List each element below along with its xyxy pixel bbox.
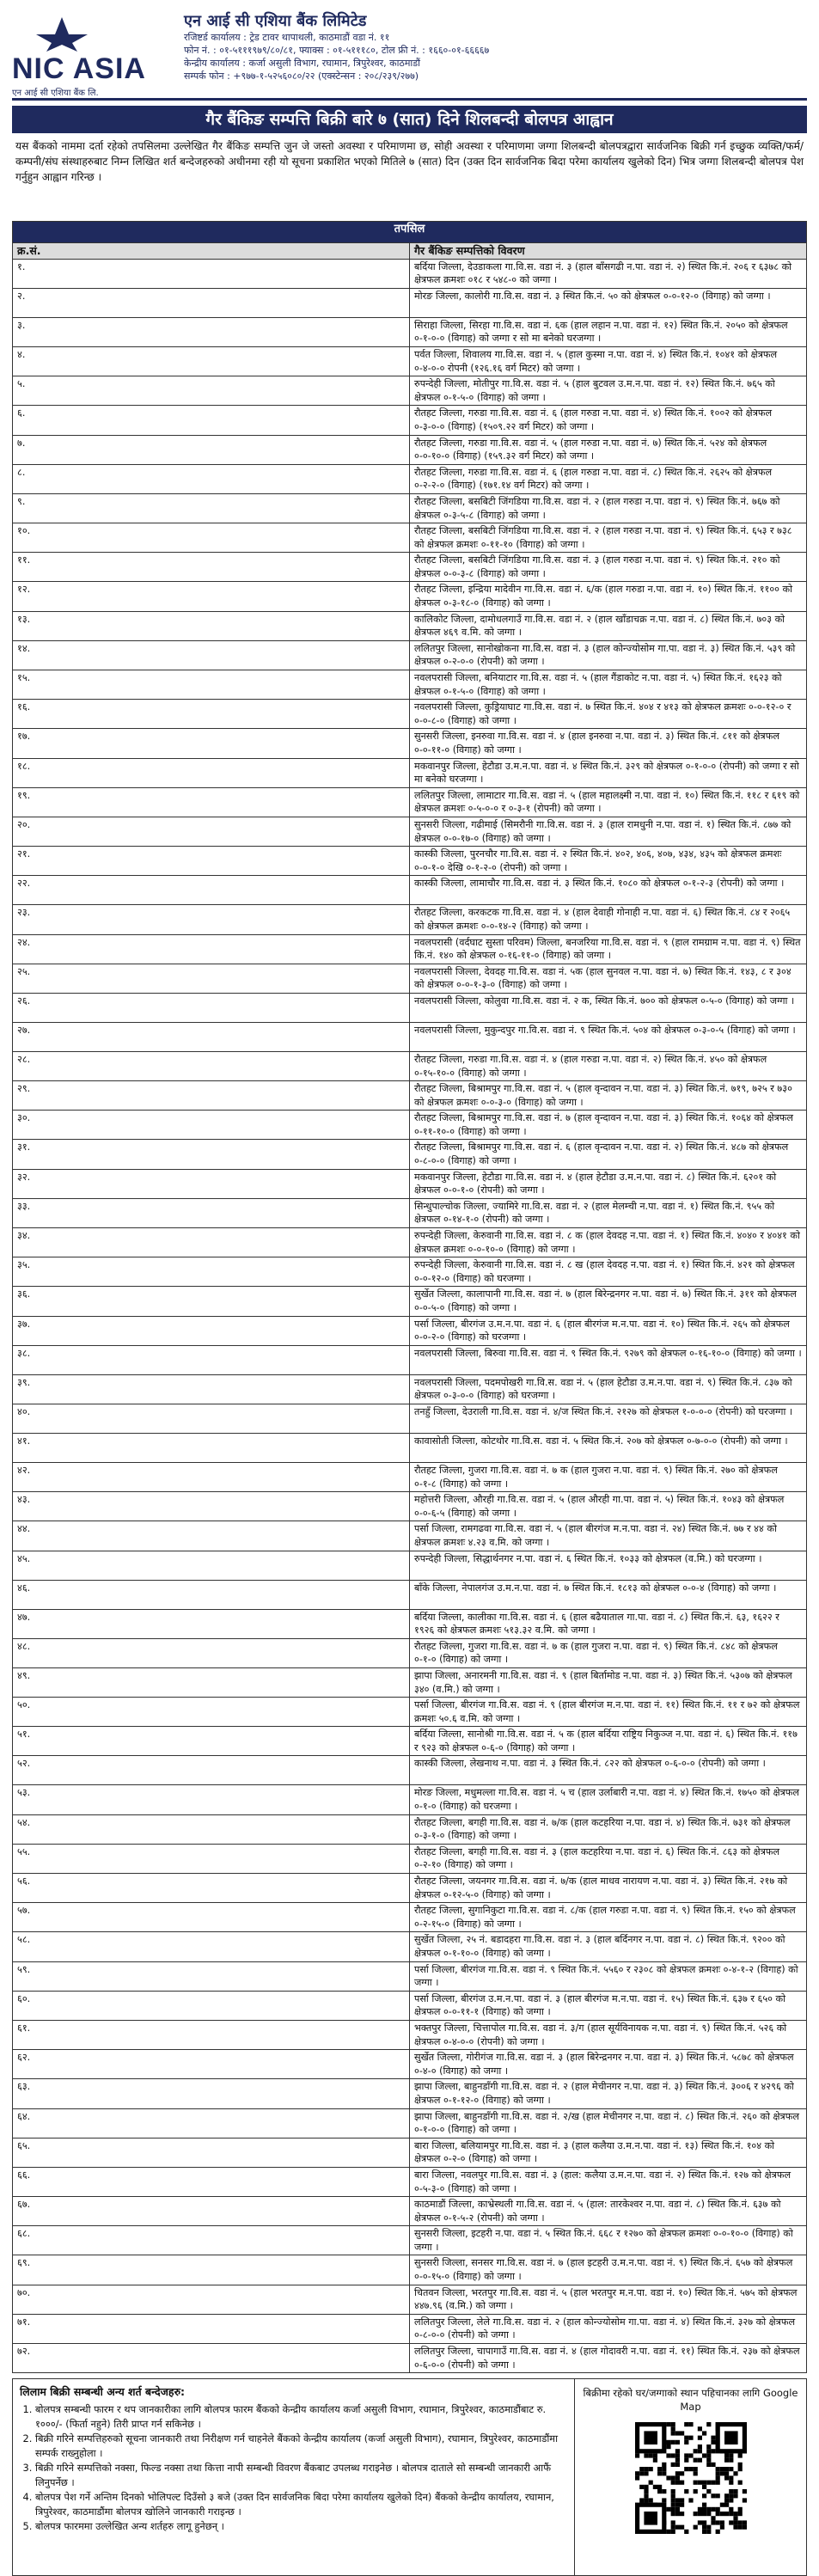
row-description: बारा जिल्ला, नवलपुर गा.वि.स. वडा नं. ३ (हाल: कलैया उ.म.न.पा. वडा नं. २) स्थित कि.नं. १२७ को क्षेत्रफल ०-५-३-० (विगाह) को जग्गा ।	[410, 2167, 807, 2196]
table-row	[13, 1316, 807, 1345]
row-description: रुपन्देही जिल्ला, केरुवानी गा.वि.स. वडा नं. ८ क (हाल देवदह न.पा. वडा नं. १) स्थित कि.नं. ४०४० र ४०४१ को क्षेत्रफल क्रमशः ०-०-१०-० (विगाह) को जग्गा ।	[410, 1228, 807, 1257]
table-row	[13, 1521, 807, 1551]
table-row	[13, 640, 807, 670]
table-row	[13, 1287, 807, 1316]
row-description: सिन्धुपाल्चोक जिल्ला, ज्यामिरे गा.वि.स. वडा नं. २ (हाल मेलम्ची न.पा. वडा नं. १) स्थित कि.नं. ९५५ को क्षेत्रफल ०-१४-१-० (रोपनी) को जग्गा ।	[410, 1198, 807, 1227]
terms-item: 3. बिक्री गरिने सम्पत्तिको नक्सा, फिल्ड नक्सा तथा कित्ता नापी सम्बन्धी विवरण बैंकबाट उपलब्ध गराइनेछ । बोलपत्र दाताले सो सम्बन्धी जानकारी आफैं लिनुपर्नेछ ।	[35, 2461, 567, 2490]
row-sn: ६१.	[13, 2020, 410, 2049]
row-description: काठमाडौं जिल्ला, काभ्रेस्थली गा.वि.स. वडा नं. ५ (हाल: तारकेश्वर न.पा. वडा नं. ८) स्थित कि.नं. ६३७ को क्षेत्रफल ०-१-५-२ (रोपनी) को जग्गा ।	[410, 2197, 807, 2226]
row-description: कावासोती जिल्ला, कोटथोर गा.वि.स. वडा नं. ५ स्थित कि.नं. २०७ को क्षेत्रफल ०-७-०-० (रोपनी) को जग्गा ।	[410, 1433, 807, 1462]
table-title: तपसिल	[13, 222, 807, 243]
terms-list	[20, 2402, 567, 2534]
row-sn: ४३.	[13, 1492, 410, 1521]
table-row	[13, 523, 807, 553]
terms-item: 5. बोलपत्र फारममा उल्लेखित अन्य शर्तहरु लागू हुनेछन् ।	[35, 2519, 567, 2534]
table-row	[13, 1257, 807, 1287]
row-description: रौतहट जिल्ला, सुगानिकुटा गा.वि.स. वडा नं. ८/क (हाल गरुडा न.पा. वडा नं. ९) स्थित कि.नं. १५० को क्षेत्रफल ०-२-१५-० (विगाह) को जग्गा ।	[410, 1903, 807, 1932]
table-row	[13, 2314, 807, 2343]
row-sn: २८.	[13, 1051, 410, 1080]
row-sn: ७२.	[13, 2344, 410, 2373]
row-description: बर्दिया जिल्ला, देउडाकला गा.वि.स. वडा नं. ३ (हाल बाँसगढी न.पा. वडा नं. २) स्थित कि.नं. २०६ र ६३७८ को क्षेत्रफल क्रमशः ०१८ र ५४८-० को जग्गा ।	[410, 259, 807, 288]
row-sn: २३.	[13, 905, 410, 934]
row-description: नवलपरासी जिल्ला, बिरुवा गा.वि.स. वडा नं. ९ स्थित कि.नं. ९२७९ को क्षेत्रफल ०-१६-१०-० (विगाह) को जग्गा ।	[410, 1345, 807, 1374]
row-description: ललितपुर जिल्ला, सानोखोकना गा.वि.स. वडा नं. ३ (हाल कोन्ज्योसोम गा.पा. वडा नं. ३) स्थित कि.नं. ५३९ को क्षेत्रफल ०-२-०-० (रोपनी) को जग्गा ।	[410, 640, 807, 670]
terms-section	[13, 2379, 574, 2575]
bank-name: एन आई सी एशिया बैंक लिमिटेड	[184, 12, 367, 30]
table-row	[13, 2167, 807, 2196]
table-row	[13, 2344, 807, 2373]
table-row	[13, 729, 807, 758]
row-description: मकवानपुर जिल्ला, हेटौडा गा.वि.स. वडा नं. ४ (हाल हेटौडा उ.म.न.पा. वडा नं. ८) स्थित कि.नं. ६२०१ को क्षेत्रफल ०-०-१-० (रोपनी) को जग्गा ।	[410, 1169, 807, 1198]
row-description: कालिकोट जिल्ला, दामोधलगाउँ गा.वि.स. वडा नं. २ (हाल खाँडाचक्र न.पा. वडा नं. ८) स्थित कि.नं. ७०३ को क्षेत्रफल ४६९ व.मि. को जग्गा ।	[410, 611, 807, 640]
row-description: रौतहट जिल्ला, गरुडा गा.वि.स. वडा नं. ६ (हाल गरुडा न.पा. वडा नं. ४) स्थित कि.नं. १००२ को क्षेत्रफल ०-३-०-० (विगाह) (१५०९.२२ वर्ग मिटर) को जग्गा ।	[410, 406, 807, 435]
row-sn: १५.	[13, 670, 410, 700]
row-sn: ५७.	[13, 1903, 410, 1932]
row-description: भक्तपुर जिल्ला, चित्तापोल गा.वि.स. वडा नं. ३/ग (हाल सूर्यविनायक न.पा. वडा नं. ९) स्थित कि.नं. ५२६ को क्षेत्रफल ०-४-०-० (रोपनी) को जग्गा ।	[410, 2020, 807, 2049]
table-row	[13, 1374, 807, 1404]
table-row	[13, 376, 807, 406]
row-description: सुर्खेत जिल्ला, गोरीगंज गा.वि.स. वडा नं. ३ (हाल बिरेन्द्रनगर न.पा. वडा नं. ३) स्थित कि.नं. ५८७८ को क्षेत्रफल ०-४-० (विगाह) को जग्गा ।	[410, 2050, 807, 2079]
row-sn: १२.	[13, 582, 410, 611]
row-sn: ७०.	[13, 2285, 410, 2314]
contact-line: सम्पर्क फोन : +९७७-१-५२५६०८०/२२ (एक्स्टेन्सन : २०८/२३९/२७७)	[184, 70, 419, 82]
table-row	[13, 964, 807, 993]
row-sn: ५.	[13, 376, 410, 406]
row-sn: १६.	[13, 700, 410, 729]
table-row	[13, 1991, 807, 2020]
notice-intro: यस बैंकको नाममा दर्ता रहेको तपसिलमा उल्लेखित गैर बैंकिङ सम्पत्ति जुन जे जस्तो अवस्था र परिमाणमा छ, सोही अवस्था र परिमाणमा जग्गा शिलबन्दी बोलपत्रद्वारा सार्वजनिक बिक्री गर्न इच्छुक व्यक्ति/फर्म/कम्पनी/संघ संस्थाहरुबाट निम्न लिखित शर्त बन्देजहरुको अधीनमा रही यो सूचना प्रकाशित भएको मितिले ७ (सात) दिन (उक्त दिन सार्वजनिक बिदा परेमा कार्यालय खुलेको दिन) भित्र जग्गा शिलबन्दी बोलपत्र पेश गर्नुहुन आह्वान गरिन्छ ।	[15, 140, 804, 183]
table-row	[13, 1111, 807, 1140]
table-row	[13, 1580, 807, 1609]
table-row	[13, 1638, 807, 1667]
row-sn: ७.	[13, 435, 410, 464]
row-sn: ९.	[13, 493, 410, 523]
row-sn: ३.	[13, 317, 410, 346]
row-sn: २६.	[13, 993, 410, 1022]
row-sn: ४४.	[13, 1521, 410, 1551]
row-sn: २९.	[13, 1081, 410, 1111]
qr-caption: बिक्रीमा रहेको घर/जग्गाको स्थान पहिचानका लागि Google Map	[583, 2387, 798, 2414]
table-row	[13, 1551, 807, 1580]
row-description: सुर्खेत जिल्ला, कालापानी गा.वि.स. वडा नं. ७ (हाल बिरेन्द्रनगर न.पा. वडा नं. ७) स्थित कि.नं. ३११ को क्षेत्रफल ०-०-५-० (विगाह) को जग्गा ।	[410, 1287, 807, 1316]
table-row	[13, 259, 807, 288]
row-sn: ३५.	[13, 1257, 410, 1287]
row-description: पर्वत जिल्ला, शिवालय गा.वि.स. वडा नं. ५ (हाल कुस्मा न.पा. वडा नं. ४) स्थित कि.नं. १०४१ को क्षेत्रफल ०-४-०-० रोपनी (१२६.१६ वर्ग मिटर) को जग्गा ।	[410, 346, 807, 376]
row-description: नवलपरासी जिल्ला, मुकुन्दपुर गा.वि.स. वडा नं. ९ स्थित कि.नं. ५०४ को क्षेत्रफल ०-३-०-५ (विगाह) को जग्गा ।	[410, 1022, 807, 1051]
table-row	[13, 1961, 807, 1991]
row-sn: ५१.	[13, 1727, 410, 1756]
table-row	[13, 553, 807, 582]
row-description: रौतहट जिल्ला, बगही गा.वि.स. वडा नं. ७/क (हाल कटहरिया न.पा. वडा नं. ४) स्थित कि.नं. ७३१ को क्षेत्रफल ०-३-१-० (विगाह) को जग्गा ।	[410, 1814, 807, 1844]
row-sn: ६९.	[13, 2255, 410, 2285]
row-description: रौतहट जिल्ला, गरुडा गा.वि.स. वडा नं. ४ (हाल गरुडा न.पा. वडा नं. २) स्थित कि.नं. ४५० को क्षेत्रफल ०-१५-१०-० (विगाह) को जग्गा ।	[410, 1051, 807, 1080]
table-row	[13, 2050, 807, 2079]
row-description: कास्की जिल्ला, लामाचौर गा.वि.स. वडा नं. ३ स्थित कि.नं. १०८० को क्षेत्रफल ०-१-२-३ (रोपनी) को जग्गा ।	[410, 876, 807, 905]
qr-code-icon[interactable]	[635, 2422, 747, 2534]
table-row	[13, 905, 807, 934]
row-sn: ३०.	[13, 1111, 410, 1140]
row-description: पर्सा जिल्ला, बीरगंज उ.म.न.पा. वडा नं. ६ (हाल बीरगंज म.न.पा. वडा नं. १०) स्थित कि.नं. २६५ को क्षेत्रफल ०-०-२-० (विगाह) को घरजग्गा ।	[410, 1316, 807, 1345]
table-row	[13, 1609, 807, 1638]
row-description: तनहुँ जिल्ला, देउराली गा.वि.स. वडा नं. ४/ज स्थित कि.नं. २१२७ को क्षेत्रफल १-०-०-० (रोपनी) को घरजग्गा ।	[410, 1404, 807, 1433]
table-row	[13, 1345, 807, 1374]
table-row	[13, 1667, 807, 1697]
table-row	[13, 2226, 807, 2255]
office-address: रजिष्टर्ड कार्यालय : ट्रेड टावर थापाथली, काठमाडौं वडा नं. ११	[184, 32, 390, 43]
row-sn: ६३.	[13, 2079, 410, 2108]
row-sn: ७१.	[13, 2314, 410, 2343]
row-sn: ११.	[13, 553, 410, 582]
row-description: बर्दिया जिल्ला, कालीका गा.वि.स. वडा नं. ६ (हाल बढैयाताल गा.पा. वडा नं. ८) स्थित कि.नं. ६३, १६२२ र १९२६ को क्षेत्रफल क्रमशः ५१३.३२ व.मि. को जग्गा ।	[410, 1609, 807, 1638]
row-description: ललितपुर जिल्ला, लामाटार गा.वि.स. वडा नं. ५ (हाल महालक्ष्मी न.पा. वडा नं. १०) स्थित कि.नं. ११८ र ६१९ को क्षेत्रफल क्रमशः ०-५-०-० र ०-३-१ (रोपनी) को जग्गा ।	[410, 787, 807, 817]
row-description: चितवन जिल्ला, भरतपुर गा.वि.स. वडा नं. ५ (हाल भरतपुर म.न.पा. वडा नं. १०) स्थित कि.नं. ५७५ को क्षेत्रफल ४४७.९६ (व.मि.) को जग्गा ।	[410, 2285, 807, 2314]
table-row	[13, 1404, 807, 1433]
table-row	[13, 1756, 807, 1785]
table-row	[13, 1874, 807, 1903]
row-sn: २०.	[13, 817, 410, 846]
row-sn: ३६.	[13, 1287, 410, 1316]
table-row	[13, 1698, 807, 1727]
row-description: मोरङ जिल्ला, मधुमल्ला गा.वि.स. वडा नं. ५ च (हाल उर्लाबारी न.पा. वडा नं. ४) स्थित कि.नं. १७५० को क्षेत्रफल ०-१-० (विगाह) को घरजग्गा ।	[410, 1785, 807, 1814]
table-row	[13, 493, 807, 523]
row-sn: १८.	[13, 758, 410, 787]
row-description: बारा जिल्ला, बलियामपुर गा.वि.स. वडा नं. ३ (हाल कलैया उ.म.न.पा. वडा नं. १३) स्थित कि.नं. १०४ को क्षेत्रफल ०-२-० (विगाह) को जग्गा ।	[410, 2138, 807, 2167]
row-description: सुनसरी जिल्ला, सनसर गा.वि.स. वडा नं. ७ (हाल इटहरी उ.म.न.पा. वडा नं. ९) स्थित कि.नं. ६५७ को क्षेत्रफल ०-०-१५-० (विगाह) को जग्गा ।	[410, 2255, 807, 2285]
row-sn: ५४.	[13, 1814, 410, 1844]
logo-text: NIC ASIA	[12, 52, 146, 85]
col-desc-header: गैर बैंकिङ सम्पत्तिको विवरण	[410, 243, 807, 260]
row-sn: ४७.	[13, 1609, 410, 1638]
table-row	[13, 1051, 807, 1080]
table-row	[13, 2138, 807, 2167]
row-description: रुपन्देही जिल्ला, सिद्धार्थनगर न.पा. वडा नं. ६ स्थित कि.नं. १०३३ को क्षेत्रफल (व.मि.) को घरजग्गा ।	[410, 1551, 807, 1580]
row-description: कास्की जिल्ला, लेखनाथ न.पा. वडा नं. ३ स्थित कि.नं. ८२२ को क्षेत्रफल ०-६-०-० (रोपनी) को जग्गा ।	[410, 1756, 807, 1785]
row-sn: १.	[13, 259, 410, 288]
row-sn: ४१.	[13, 1433, 410, 1462]
phone-line: फोन नं. : ०१-५१११९७९/८०/८१, फ्याक्स : ०१-५१११८०, टोल फ्री नं. : १६६०-०१-६६६६७	[184, 45, 490, 56]
row-description: सुर्खेत जिल्ला, २५ नं. बडादहरा गा.वि.स. वडा नं. ३ (हाल बर्दिनगर न.पा. वडा नं. ८) स्थित कि.नं. ९२०० को क्षेत्रफल ०-१-१०-० (विगाह) को जग्गा ।	[410, 1932, 807, 1961]
row-description: नवलपरासी जिल्ला, कुड्रियाघाट गा.वि.स. वडा नं. ७ स्थित कि.नं. ४०४ र ४१३ को क्षेत्रफल क्रमशः ०-०-१२-० र ०-०-८-० (विगाह) को जग्गा ।	[410, 700, 807, 729]
row-description: नवलपरासी जिल्ला, पदमपोखरी गा.वि.स. वडा नं. ५ (हाल हेटौडा उ.म.न.पा. वडा नं. ९) स्थित कि.नं. ८३७ को क्षेत्रफल ०-३-०-० (विगाह) को घरजग्गा ।	[410, 1374, 807, 1404]
row-sn: ५८.	[13, 1932, 410, 1961]
row-description: बाँके जिल्ला, नेपालगंज उ.म.न.पा. वडा नं. ७ स्थित कि.नं. १८१३ को क्षेत्रफल ०-०-४ (विगाह) को जग्गा ।	[410, 1580, 807, 1609]
terms-item: 4. बोलपत्र पेश गर्ने अन्तिम दिनको भोलिपल्ट दिउँसो ३ बजे (उक्त दिन सार्वजनिक बिदा परेमा कार्यालय खुलेको दिन) बैंकको केन्द्रीय कार्यालय, रघामान, त्रिपुरेश्वर, काठमाडौंमा बोलपत्र खोलिने जानकारी गराइन्छ ।	[35, 2490, 567, 2519]
table-row	[13, 1433, 807, 1462]
row-description: महोत्तरी जिल्ला, औरही गा.वि.स. वडा नं. ५ (हाल औरही गा.पा. वडा नं. ५) स्थित कि.नं. १०४३ को क्षेत्रफल ०-०-६-५ (विगाह) को जग्गा ।	[410, 1492, 807, 1521]
table-row	[13, 435, 807, 464]
row-sn: ५९.	[13, 1961, 410, 1991]
table-row	[13, 346, 807, 376]
row-sn: ६.	[13, 406, 410, 435]
table-row	[13, 1727, 807, 1756]
row-description: नवलपरासी (वर्दघाट सुस्ता परिवम) जिल्ला, बनजरिया गा.वि.स. वडा नं. ९ (हाल रामग्राम न.पा. वडा नं. ९) स्थित कि.नं. १४० को क्षेत्रफल ०-१६-११-० (विगाह) को जग्गा ।	[410, 934, 807, 964]
row-description: बर्दिया जिल्ला, सानोश्री गा.वि.स. वडा नं. ५ क (हाल बर्दिया राष्ट्रिय निकुञ्ज न.पा. वडा नं. ६) स्थित कि.नं. ११७ र ९२३ को क्षेत्रफल ०-६-० (विगाह) को जग्गा ।	[410, 1727, 807, 1756]
row-sn: २४.	[13, 934, 410, 964]
row-description: रौतहट जिल्ला, गरुडा गा.वि.स. वडा नं. ६ (हाल गरुडा न.पा. वडा नं. ८) स्थित कि.नं. २६२५ को क्षेत्रफल ०-२-२-० (विगाह) (१७१.१४ वर्ग मिटर) को जग्गा ।	[410, 464, 807, 493]
row-description: रौतहट जिल्ला, जयनगर गा.वि.स. वडा नं. ७/क (हाल माधव नारायण न.पा. वडा नं. ३) स्थित कि.नं. २१७ को क्षेत्रफल ०-१२-५-० (विगाह) को जग्गा ।	[410, 1874, 807, 1903]
row-description: ललितपुर जिल्ला, चापागाउँ गा.वि.स. वडा नं. ४ (हाल गोदावरी न.पा. वडा नं. ११) स्थित कि.नं. २३७ को क्षेत्रफल ०-६-०-० (रोपनी) को जग्गा ।	[410, 2344, 807, 2373]
table-row	[13, 317, 807, 346]
row-sn: ६७.	[13, 2197, 410, 2226]
asset-table	[12, 221, 807, 2373]
row-description: सिराहा जिल्ला, सिरहा गा.वि.स. वडा नं. ६क (हाल लहान न.पा. वडा नं. १२) स्थित कि.नं. २०५० को क्षेत्रफल ०-१-०-० (विगाह) को जग्गा र सो मा बनेको घरजग्गा ।	[410, 317, 807, 346]
row-description: मकवानपुर जिल्ला, हेटौडा उ.म.न.पा. वडा नं. ४ स्थित कि.नं. ३२९ को क्षेत्रफल ०-१-०-० (रोपनी) को जग्गा र सो मा बनेको घरजग्गा ।	[410, 758, 807, 787]
row-description: नवलपरासी जिल्ला, देवदह गा.वि.स. वडा नं. ५क (हाल सुनवल न.पा. वडा नं. ७) स्थित कि.नं. १४३, ८ र ३०४ को क्षेत्रफल ०-०-१-३-० (विगाह) को जग्गा ।	[410, 964, 807, 993]
row-description: रौतहट जिल्ला, बगही गा.वि.स. वडा नं. ३ (हाल कटहरिया न.पा. वडा नं. ६) स्थित कि.नं. ८६३ को क्षेत्रफल ०-२-१० (विगाह) को जग्गा ।	[410, 1844, 807, 1873]
qr-section	[574, 2379, 806, 2575]
bank-logo	[12, 12, 175, 98]
row-sn: ५२.	[13, 1756, 410, 1785]
row-description: रौतहट जिल्ला, गुजरा गा.वि.स. वडा नं. ७ क (हाल गुजरा न.पा. वडा नं. ९) स्थित कि.नं. ८४८ को क्षेत्रफल ०-१-० (विगाह) को जग्गा ।	[410, 1638, 807, 1667]
header-info	[175, 12, 807, 83]
row-sn: ६८.	[13, 2226, 410, 2255]
row-description: पर्सा जिल्ला, बीरगंज गा.वि.स. वडा नं. ९ स्थित कि.नं. ५५६० र २३०८ को क्षेत्रफल क्रमशः ०-४-१-२ (विगाह) को जग्गा ।	[410, 1961, 807, 1991]
row-sn: ६५.	[13, 2138, 410, 2167]
table-row	[13, 1462, 807, 1491]
row-description: झापा जिल्ला, अनारमनी गा.वि.स. वडा नं. ९ (हाल बिर्तामोड न.पा. वडा नं. ३) स्थित कि.नं. ५३०७ को क्षेत्रफल ३४० (व.मि.) को जग्गा ।	[410, 1667, 807, 1697]
table-row	[13, 582, 807, 611]
terms-item: 2. बिक्री गरिने सम्पत्तिहरुको सूचना जानकारी तथा निरीक्षण गर्न चाहनेले बैंकको केन्द्रीय कार्यालय (कर्जा असुली विभाग), रघामान, त्रिपुरेश्वर, काठमाडौंमा सम्पर्क राख्नुहोला ।	[35, 2432, 567, 2461]
table-row	[13, 1903, 807, 1932]
terms-item: 1. बोलपत्र सम्बन्धी फारम र थप जानकारीका लागि बोलपत्र फारम बैंकको केन्द्रीय कार्यालय कर्जा असुली विभाग, रघामान, त्रिपुरेश्वर, काठमाडौंबाट रु. १०००/- (फिर्ता नहुने) तिरी प्राप्त गर्न सकिनेछ ।	[35, 2402, 567, 2432]
table-row	[13, 2285, 807, 2314]
row-sn: ३७.	[13, 1316, 410, 1345]
table-row	[13, 1198, 807, 1227]
row-sn: ४०.	[13, 1404, 410, 1433]
department-line: केन्द्रीय कार्यालय : कर्जा असुली विभाग, रघामान, त्रिपुरेश्वर, काठमाडौं	[184, 58, 420, 69]
row-description: ललितपुर जिल्ला, लेले गा.वि.स. वडा नं. २ (हाल कोन्ज्योसोम गा.पा. वडा नं. ४) स्थित कि.नं. ३२७ को क्षेत्रफल ०-८-०-० (रोपनी) को जग्गा ।	[410, 2314, 807, 2343]
table-header-row	[13, 243, 807, 260]
row-sn: ४२.	[13, 1462, 410, 1491]
row-sn: ३८.	[13, 1345, 410, 1374]
terms-title: लिलाम बिक्री सम्बन्धी अन्य शर्त बन्देजहरु:	[20, 2385, 186, 2399]
row-sn: ६२.	[13, 2050, 410, 2079]
row-description: रौतहट जिल्ला, बसबिटी जिंगडिया गा.वि.स. वडा नं. २ (हाल गरुडा न.पा. वडा नं. ९) स्थित कि.नं. ६५३ र ७३८ को क्षेत्रफल क्रमशः ०-११-१० (विगाह) को जग्गा ।	[410, 523, 807, 553]
row-description: रौतहट जिल्ला, गुजरा गा.वि.स. वडा नं. ७ क (हाल गुजरा न.पा. वडा नं. ९) स्थित कि.नं. २७० को क्षेत्रफल ०-१-८ (विगाह) को जग्गा ।	[410, 1462, 807, 1491]
row-sn: ८.	[13, 464, 410, 493]
col-sn-header: क्र.सं.	[13, 243, 410, 260]
row-sn: ४९.	[13, 1667, 410, 1697]
row-description: रौतहट जिल्ला, इन्द्रिया मादेवीन गा.वि.स. वडा नं. ६/क (हाल गरुडा न.पा. वडा नं. १०) स्थित कि.नं. ११०० को क्षेत्रफल ०-३-१८-० (विगाह) को जग्गा ।	[410, 582, 807, 611]
table-row	[13, 1169, 807, 1198]
row-sn: १४.	[13, 640, 410, 670]
row-sn: १९.	[13, 787, 410, 817]
table-row	[13, 1785, 807, 1814]
row-sn: ५५.	[13, 1844, 410, 1873]
row-description: पर्सा जिल्ला, रामगढवा गा.वि.स. वडा नं. ५ (हाल बीरगंज म.न.पा. वडा नं. २४) स्थित कि.नं. ७७ र ४४ को क्षेत्रफल क्रमशः ४.२३ व.मि. को जग्गा ।	[410, 1521, 807, 1551]
table-row	[13, 758, 807, 787]
row-sn: ४.	[13, 346, 410, 376]
logo-subtitle: एन आई सी एशिया बैंक लि.	[12, 89, 99, 98]
row-description: मोरङ जिल्ला, कालोरी गा.वि.स. वडा नं. ३ स्थित कि.नं. ५० को क्षेत्रफल ०-०-१२-० (विगाह) को जग्गा ।	[410, 288, 807, 317]
logo-star-icon	[34, 15, 89, 53]
row-sn: ३९.	[13, 1374, 410, 1404]
row-sn: २१.	[13, 847, 410, 876]
row-sn: २.	[13, 288, 410, 317]
table-row	[13, 2079, 807, 2108]
table-row	[13, 2197, 807, 2226]
row-sn: ३४.	[13, 1228, 410, 1257]
table-row	[13, 2255, 807, 2285]
notice-title: गैर बैंकिङ सम्पत्ति बिक्री बारे ७ (सात) दिने शिलबन्दी बोलपत्र आह्वान	[12, 106, 807, 133]
table-row	[13, 700, 807, 729]
row-description: सुनसरी जिल्ला, इटहरी न.पा. वडा नं. ५ स्थित कि.नं. ६६८ र १२७० को क्षेत्रफल क्रमशः ०-०-१०-० (विगाह) को जग्गा ।	[410, 2226, 807, 2255]
table-row	[13, 1844, 807, 1873]
table-row	[13, 2020, 807, 2049]
row-description: रौतहट जिल्ला, बिश्रामपुर गा.वि.स. वडा नं. ७ (हाल वृन्दावन न.पा. वडा नं. ३) स्थित कि.नं. १०६४ को क्षेत्रफल ०-११-१०-० (विगाह) को जग्गा ।	[410, 1111, 807, 1140]
table-row	[13, 288, 807, 317]
table-row	[13, 847, 807, 876]
row-description: रुपन्देही जिल्ला, केरुवानी गा.वि.स. वडा नं. ८ ख (हाल देवदह न.पा. वडा नं. १) स्थित कि.नं. ४२१ को क्षेत्रफल ०-०-१२-० (विगाह) को घरजग्गा ।	[410, 1257, 807, 1287]
row-description: रौतहट जिल्ला, बिश्रामपुर गा.वि.स. वडा नं. ६ (हाल वृन्दावन न.पा. वडा नं. २) स्थित कि.नं. ४८७ को क्षेत्रफल ०-८-०-० (विगाह) को जग्गा ।	[410, 1140, 807, 1169]
row-sn: ३३.	[13, 1198, 410, 1227]
notice-footer	[12, 2378, 807, 2576]
row-description: झापा जिल्ला, बाहुनडाँगी गा.वि.स. वडा नं. २/ख (हाल मेचीनगर न.पा. वडा नं. ८) स्थित कि.नं. २६० को क्षेत्रफल ०-१-०-० (विगाह) को जग्गा ।	[410, 2108, 807, 2138]
row-sn: ३२.	[13, 1169, 410, 1198]
table-row	[13, 2108, 807, 2138]
row-sn: २२.	[13, 876, 410, 905]
row-description: कास्की जिल्ला, पुरनचौर गा.वि.स. वडा नं. २ स्थित कि.नं. ४०२, ४०६, ४०७, ४३४, ४३५ को क्षेत्रफल क्रमशः ०-०-१-० देखि ०-१-२-० (रोपनी) को जग्गा ।	[410, 847, 807, 876]
row-sn: ६०.	[13, 1991, 410, 2020]
row-description: रुपन्देही जिल्ला, मोतीपुर गा.वि.स. वडा नं. ५ (हाल बुटवल उ.म.न.पा. वडा नं. १२) स्थित कि.नं. ७६५ को क्षेत्रफल ०-१-५-० (विगाह) को जग्गा ।	[410, 376, 807, 406]
row-sn: ४५.	[13, 1551, 410, 1580]
row-description: पर्सा जिल्ला, बीरगंज उ.म.न.पा. वडा नं. ३ (हाल बीरगंज म.न.पा. वडा नं. १५) स्थित कि.नं. ६३७ र ६५० को क्षेत्रफल ०-०-११-१ (विगाह) को जग्गा ।	[410, 1991, 807, 2020]
row-description: सुनसरी जिल्ला, इनरुवा गा.वि.स. वडा नं. ४ (हाल इनरुवा न.पा. वडा नं. ३) स्थित कि.नं. ८११ को क्षेत्रफल ०-०-११-० (विगाह) को जग्गा ।	[410, 729, 807, 758]
table-row	[13, 1228, 807, 1257]
table-row	[13, 1081, 807, 1111]
table-row	[13, 787, 807, 817]
row-description: नवलपरासी जिल्ला, कोलुवा गा.वि.स. वडा नं. २ क, स्थित कि.नं. ७०० को क्षेत्रफल ०-५-० (विगाह) को जग्गा ।	[410, 993, 807, 1022]
table-row	[13, 670, 807, 700]
row-description: रौतहट जिल्ला, करकटक गा.वि.स. वडा नं. ४ (हाल देवाही गोनाही न.पा. वडा नं. ६) स्थित कि.नं. ८४ र २०६५ को क्षेत्रफल क्रमशः ०-०-१४-२ (विगाह) को जग्गा ।	[410, 905, 807, 934]
row-sn: १३.	[13, 611, 410, 640]
row-sn: ५३.	[13, 1785, 410, 1814]
row-sn: ६६.	[13, 2167, 410, 2196]
table-row	[13, 1814, 807, 1844]
table-row	[13, 1140, 807, 1169]
table-row	[13, 1492, 807, 1521]
table-row	[13, 464, 807, 493]
row-description: सुनसरी जिल्ला, गढीमाई (सिमरौनी गा.वि.स. वडा नं. ३ (हाल रामधुनी न.पा. वडा नं. १) स्थित कि.नं. ८७७ को क्षेत्रफल ०-०-१७-० (विगाह) को जग्गा ।	[410, 817, 807, 846]
row-description: पर्सा जिल्ला, बीरगंज गा.वि.स. वडा नं. ९ (हाल बीरगंज म.न.पा. वडा नं. ११) स्थित कि.नं. ११ र ७२ को क्षेत्रफल क्रमशः ५०.६ व.मि. को जग्गा ।	[410, 1698, 807, 1727]
row-sn: ३१.	[13, 1140, 410, 1169]
row-description: रौतहट जिल्ला, गरुडा गा.वि.स. वडा नं. ५ (हाल गरुडा न.पा. वडा नं. ७) स्थित कि.नं. ५२४ को क्षेत्रफल ०-०-१०-० (विगाह) (१५९.३२ वर्ग मिटर) को जग्गा ।	[410, 435, 807, 464]
row-description: नवलपरासी जिल्ला, बनियाटार गा.वि.स. वडा नं. ५ (हाल गैंडाकोट न.पा. वडा नं. ५) स्थित कि.नं. १६२३ को क्षेत्रफल ०-१-५-० (विगाह) को जग्गा ।	[410, 670, 807, 700]
row-description: रौतहट जिल्ला, बिश्रामपुर गा.वि.स. वडा नं. ५ (हाल वृन्दावन न.पा. वडा नं. ३) स्थित कि.नं. ७१९, ७२५ र ७३० को क्षेत्रफल क्रमशः ०-०-३-० (विगाह) को जग्गा ।	[410, 1081, 807, 1111]
table-row	[13, 1022, 807, 1051]
row-description: झापा जिल्ला, बाहुनडाँगी गा.वि.स. वडा नं. २ (हाल मेचीनगर न.पा. वडा नं. ३) स्थित कि.नं. ३००६ र ४२९६ को क्षेत्रफल ०-१-१२-० (विगाह) को जग्गा ।	[410, 2079, 807, 2108]
row-sn: ५६.	[13, 1874, 410, 1903]
row-sn: १०.	[13, 523, 410, 553]
table-row	[13, 406, 807, 435]
row-sn: १७.	[13, 729, 410, 758]
row-description: रौतहट जिल्ला, बसबिटी जिंगडिया गा.वि.स. वडा नं. ३ (हाल गरुडा न.पा. वडा नं. ९) स्थित कि.नं. २१० को क्षेत्रफल ०-०-३-८ (विगाह) को जग्गा ।	[410, 553, 807, 582]
bank-header	[12, 12, 807, 101]
table-row	[13, 876, 807, 905]
row-sn: २७.	[13, 1022, 410, 1051]
table-row	[13, 934, 807, 964]
table-row	[13, 611, 807, 640]
row-sn: ४८.	[13, 1638, 410, 1667]
row-description: रौतहट जिल्ला, बसबिटी जिंगडिया गा.वि.स. वडा नं. २ (हाल गरुडा न.पा. वडा नं. ९) स्थित कि.नं. ७६७ को क्षेत्रफल ०-३-५-८ (विगाह) को जग्गा ।	[410, 493, 807, 523]
row-sn: २५.	[13, 964, 410, 993]
row-sn: ५०.	[13, 1698, 410, 1727]
table-row	[13, 817, 807, 846]
row-sn: ४६.	[13, 1580, 410, 1609]
row-sn: ६४.	[13, 2108, 410, 2138]
table-row	[13, 993, 807, 1022]
table-row	[13, 1932, 807, 1961]
